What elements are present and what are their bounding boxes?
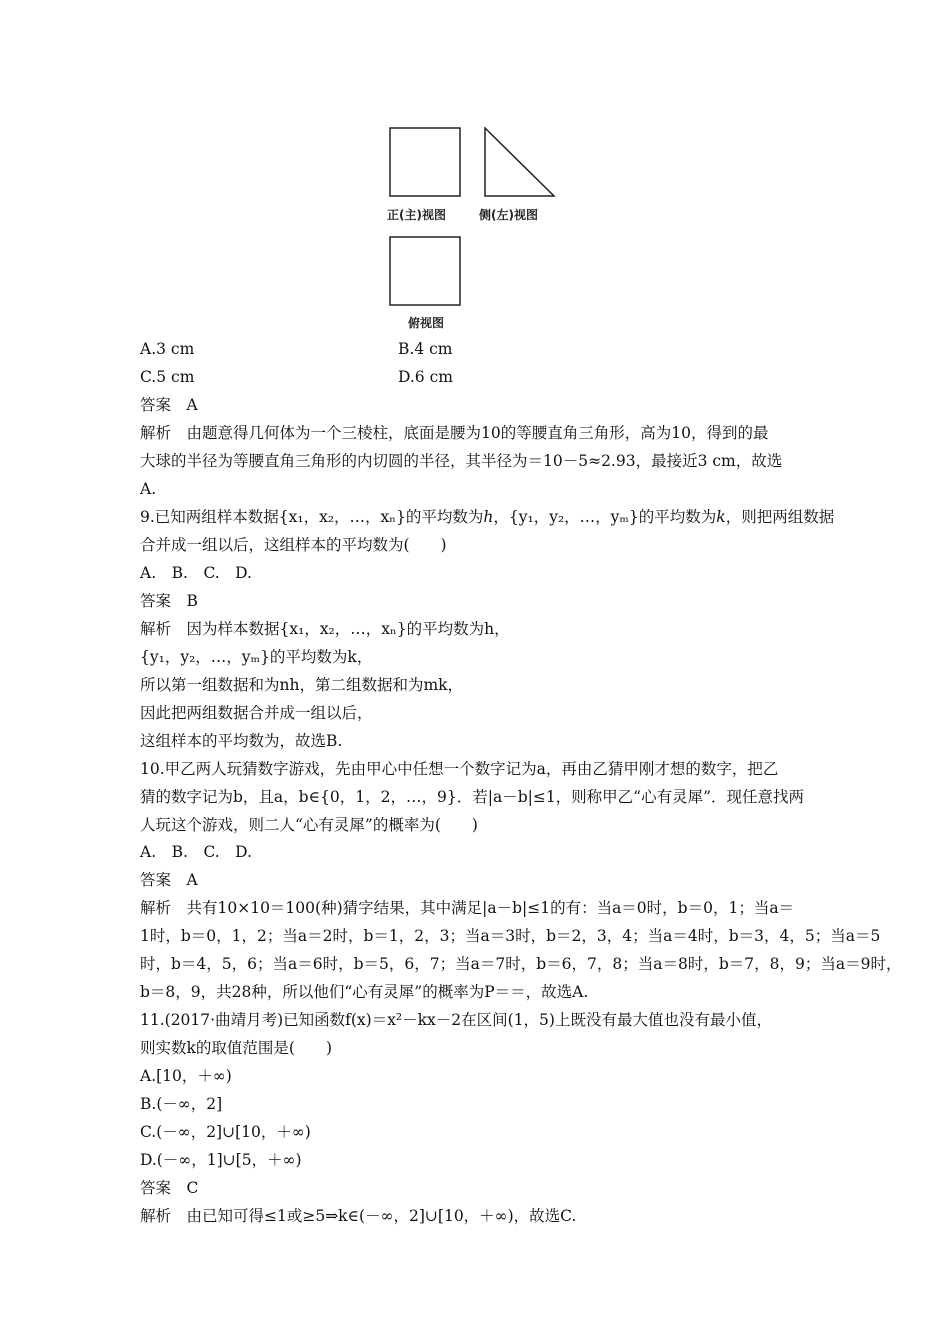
q9-options: A. B. C. D. xyxy=(140,564,252,582)
q9-analysis-line-3: 所以第一组数据和为nh，第二组数据和为mk， xyxy=(140,676,464,694)
q11-option-a: A.[10，＋∞) xyxy=(140,1067,232,1085)
q10-analysis-line-2: 1时，b＝0，1，2；当a＝2时，b＝1，2，3；当a＝3时，b＝2，3，4；当a＝4时，b＝3，4，5；当a＝5 xyxy=(140,927,881,945)
q9-stem-part: 9.已知两组样本数据{x₁，x₂，…，xₙ}的平均数为 xyxy=(140,508,484,526)
q11-option-c: C.(－∞，2]∪[10，＋∞) xyxy=(140,1123,311,1141)
q8-answer: 答案 A xyxy=(140,396,198,414)
q8-option-b: B.4 cm xyxy=(398,340,453,358)
q9-analysis-line-1: 解析 因为样本数据{x₁，x₂，…，xₙ}的平均数为h， xyxy=(140,620,510,638)
q9-var: k xyxy=(716,508,726,526)
q9-stem-line-2: 合并成一组以后，这组样本的平均数为( ) xyxy=(140,536,447,554)
q9-stem-part: ，{y₁，y₂，…，yₘ}的平均数为 xyxy=(493,508,717,526)
q8-option-d: D.6 cm xyxy=(398,368,453,386)
q8-analysis-line-3: A. xyxy=(140,480,157,498)
q11-stem-line-1: 11.(2017·曲靖月考)已知函数f(x)＝x²－kx－2在区间(1，5)上既没有最大值也没有最小值， xyxy=(140,1011,772,1029)
q8-option-a: A.3 cm xyxy=(140,340,195,358)
q8-analysis-line-1: 解析 由题意得几何体为一个三棱柱，底面是腰为10的等腰直角三角形，高为10，得到的最 xyxy=(140,424,769,442)
top-view-caption: 俯视图 xyxy=(408,316,445,330)
q8-analysis-line-2: 大球的半径为等腰直角三角形的内切圆的半径，其半径为＝10－5≈2.93，最接近3 cm，故选 xyxy=(140,452,783,470)
side-view-caption: 侧(左)视图 xyxy=(479,208,538,222)
q10-analysis-line-1: 解析 共有10×10＝100(种)猜字结果，其中满足|a－b|≤1的有：当a＝0时，b＝0，1；当a＝ xyxy=(140,899,795,917)
q9-var: h xyxy=(483,508,494,526)
q10-analysis-line-3: 时，b＝4，5，6；当a＝6时，b＝5，6，7；当a＝7时，b＝6，7，8；当a＝8时，b＝7，8，9；当a＝9时， xyxy=(140,955,902,973)
q10-stem-line-1: 10.甲乙两人玩猜数字游戏，先由甲心中任想一个数字记为a，再由乙猜甲刚才想的数字，把乙 xyxy=(140,760,779,778)
q9-analysis-line-2: {y₁，y₂，…，yₘ}的平均数为k， xyxy=(140,648,373,666)
q9-analysis-line-5: 这组样本的平均数为，故选B. xyxy=(140,732,343,750)
q10-answer: 答案 A xyxy=(140,871,198,889)
q9-analysis-line-4: 因此把两组数据合并成一组以后， xyxy=(140,704,373,722)
front-view-square xyxy=(389,127,462,198)
q11-analysis: 解析 由已知可得≤1或≥5⇒k∈(－∞，2]∪[10，＋∞)，故选C. xyxy=(140,1207,577,1225)
q11-stem-line-2: 则实数k的取值范围是( ) xyxy=(140,1039,332,1057)
q8-option-c: C.5 cm xyxy=(140,368,195,386)
q9-stem-part: ，则把两组数据 xyxy=(725,508,835,526)
q11-option-b: B.(－∞，2] xyxy=(140,1095,223,1113)
q11-answer: 答案 C xyxy=(140,1179,199,1197)
side-view-triangle xyxy=(484,127,556,198)
q9-stem-line-1 xyxy=(140,507,834,527)
q9-answer: 答案 B xyxy=(140,592,198,610)
q11-option-d: D.(－∞，1]∪[5，＋∞) xyxy=(140,1151,302,1169)
q10-stem-line-2: 猜的数字记为b，且a，b∈{0，1，2，…，9}．若|a－b|≤1，则称甲乙“心有灵犀”．现任意找两 xyxy=(140,788,805,806)
q10-analysis-line-4: b＝8，9，共28种，所以他们“心有灵犀”的概率为P＝＝，故选A. xyxy=(140,983,589,1001)
top-view-square xyxy=(389,236,462,307)
q10-options: A. B. C. D. xyxy=(140,843,252,861)
q10-stem-line-3: 人玩这个游戏，则二人“心有灵犀”的概率为( ) xyxy=(140,816,478,834)
front-view-caption: 正(主)视图 xyxy=(387,208,446,222)
